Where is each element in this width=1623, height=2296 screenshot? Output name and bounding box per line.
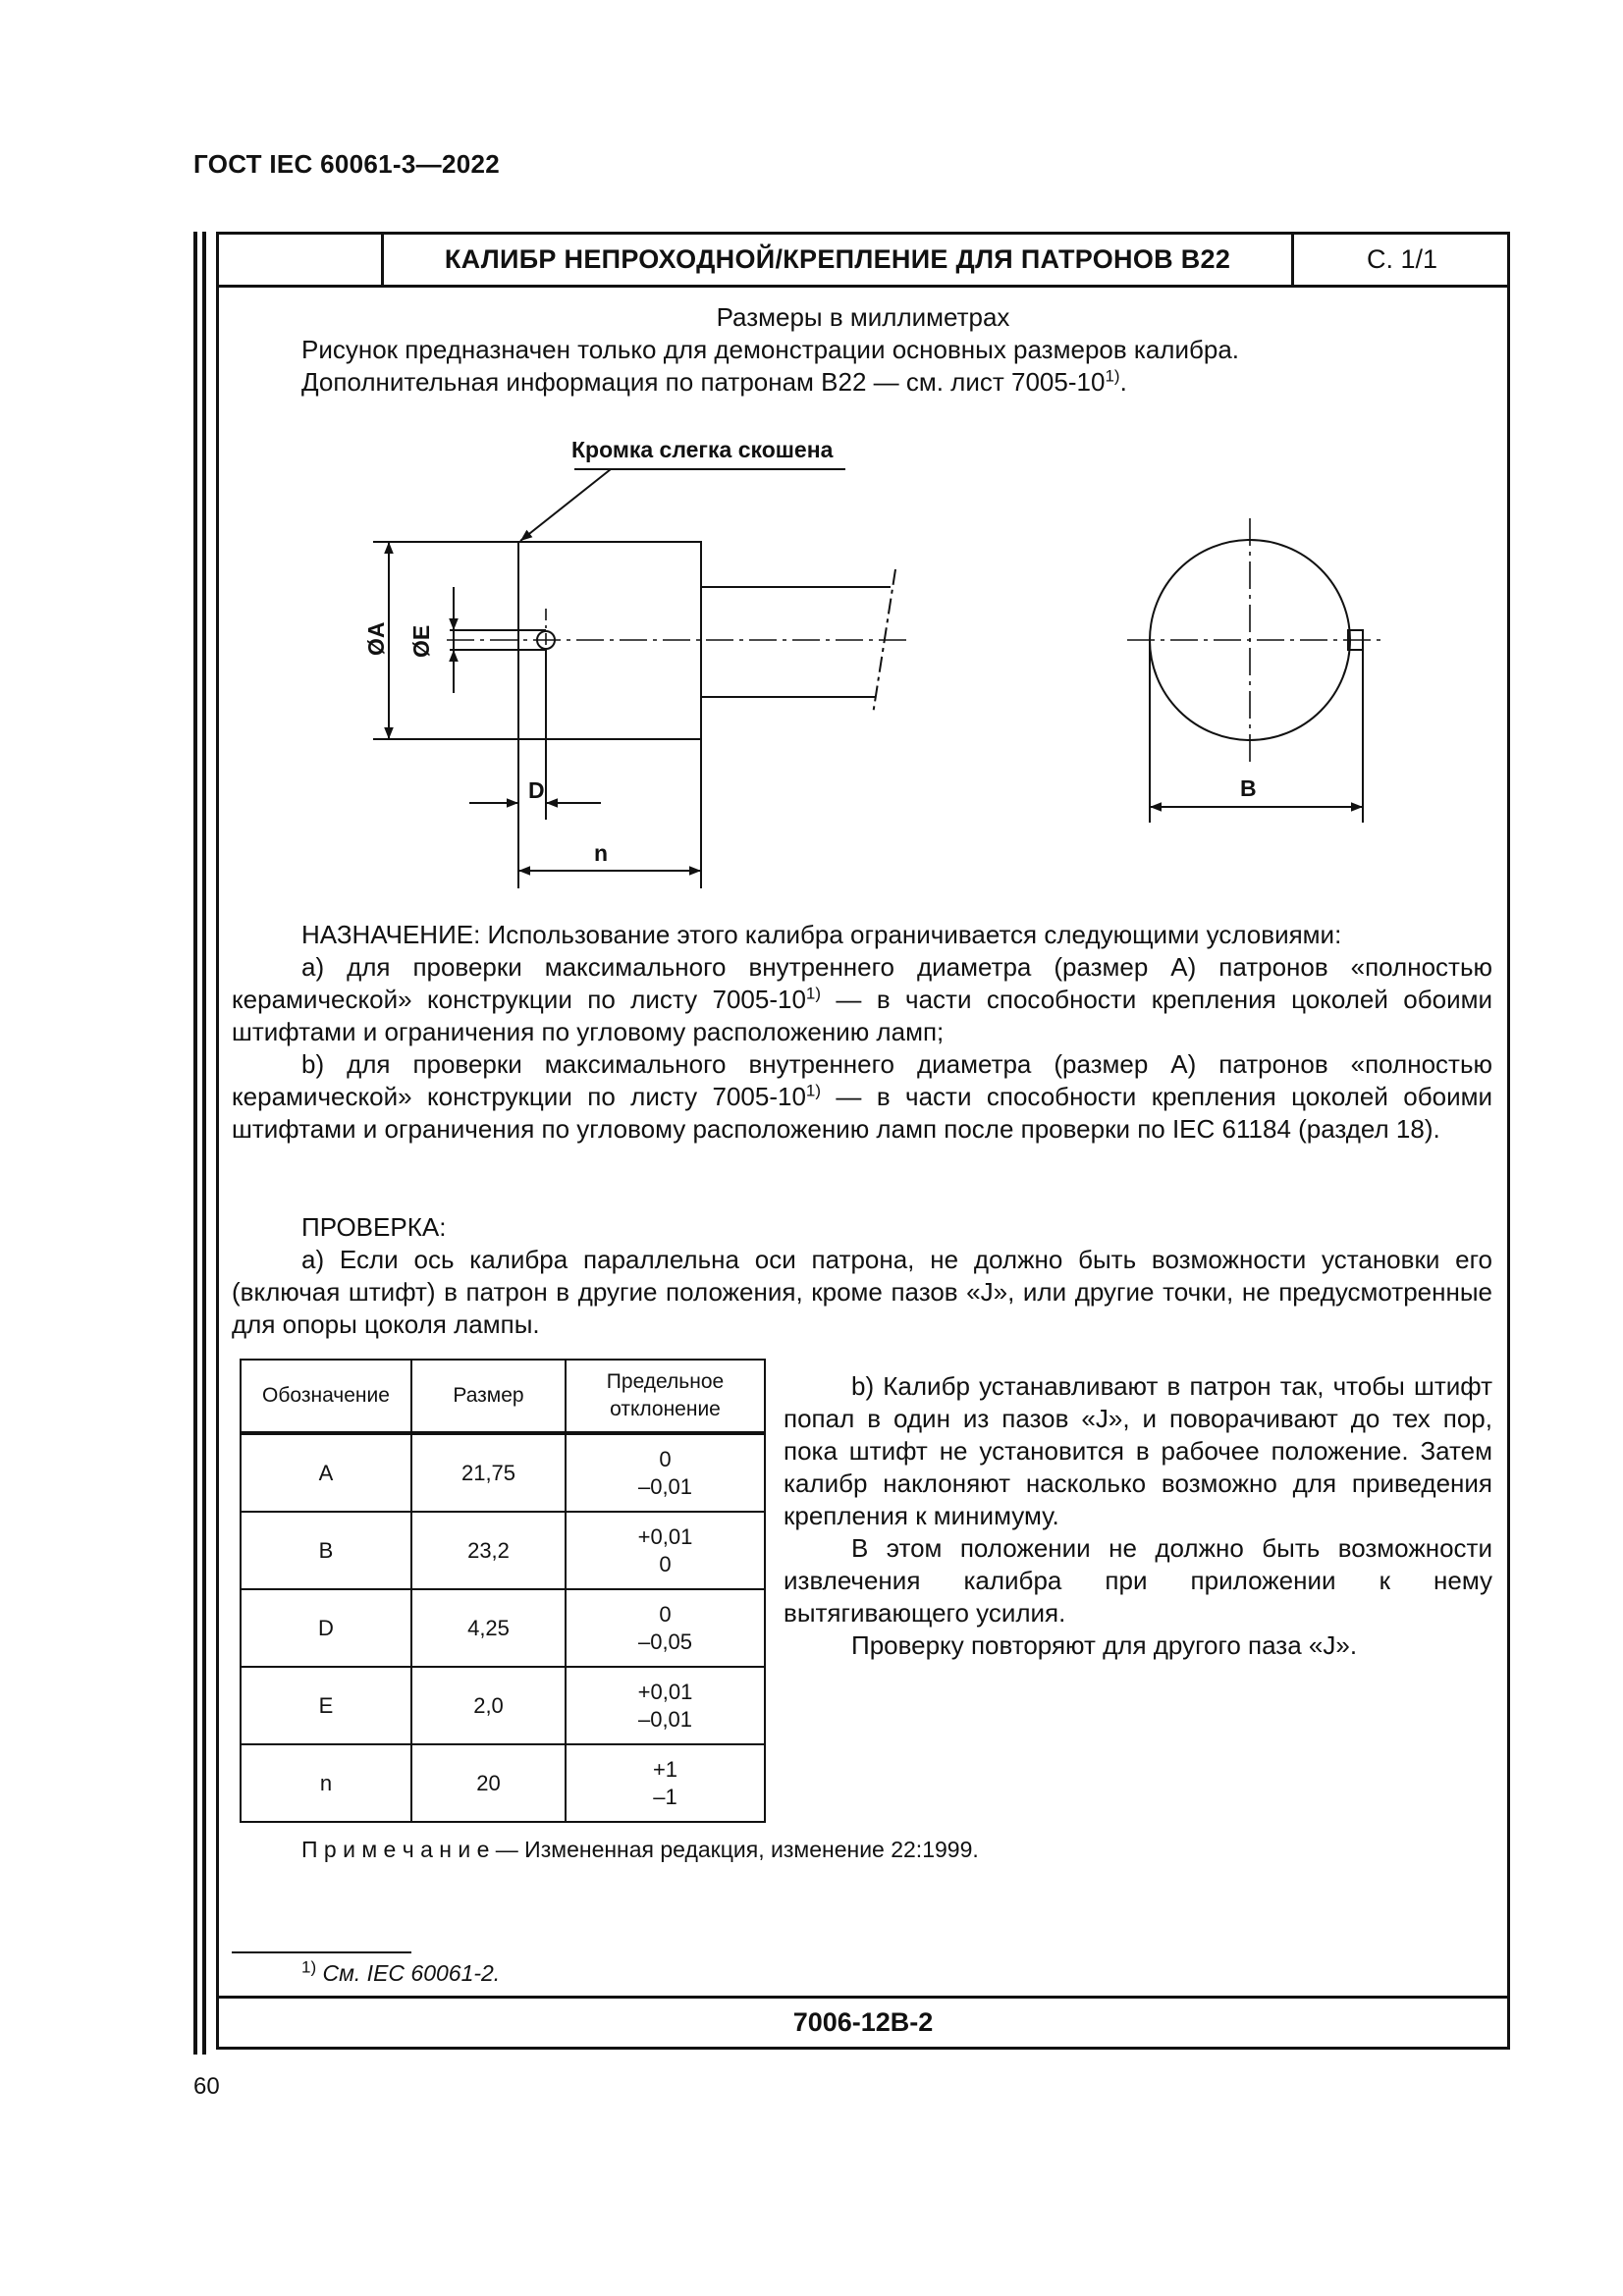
tol-lower: –0,05 [637, 1629, 693, 1654]
tol-lower: –0,01 [637, 1473, 693, 1499]
check-item-b: b) Калибр устанавливают в патрон так, чтобы штифт попал в один из пазов «J», и поворачивают до тех пор, пока штифт не установится в рабочее положение. Затем калибр наклоняют насколько возможно для приведения крепления к минимуму. [784, 1371, 1492, 1530]
footnote-ref: 1) [805, 1081, 822, 1100]
cell-size: 2,0 [411, 1667, 566, 1744]
footnote [301, 1957, 501, 1987]
sheet-page: С. 1/1 [1366, 244, 1438, 274]
table-header-row [241, 1360, 765, 1433]
tol-upper: 0 [659, 1446, 672, 1471]
cell-symbol: D [241, 1589, 411, 1667]
check-heading: ПРОВЕРКА: [301, 1212, 447, 1242]
check-item-a: а) Если ось калибра параллельна оси патрона, не должно быть возможности установки его (включая штифт) в патрон в другие положения, кроме пазов «J», или другие точки, не предусмотренные для опоры цоколя лампы. [232, 1245, 1492, 1339]
cell-size: 23,2 [411, 1512, 566, 1589]
document-code: ГОСТ IEC 60061-3—2022 [193, 149, 500, 179]
cell-symbol: E [241, 1667, 411, 1744]
sheet-title: КАЛИБР НЕПРОХОДНОЙ/КРЕПЛЕНИЕ ДЛЯ ПАТРОНОВ B22 [381, 235, 1294, 285]
tol-lower: –1 [653, 1784, 677, 1809]
purpose-heading: НАЗНАЧЕНИЕ: Использование этого калибра ограничивается следующими условиями: [301, 920, 1342, 949]
gauge-drawing [0, 0, 1623, 903]
page-number: 60 [193, 2073, 220, 2100]
label-D: D [528, 777, 545, 803]
table-row [241, 1589, 765, 1667]
tol-lower: –0,01 [637, 1706, 693, 1732]
cell-tolerance [566, 1512, 765, 1589]
tol-upper: 0 [659, 1601, 672, 1627]
footnote-mark: 1) [301, 1957, 317, 1977]
label-A: ØA [363, 621, 389, 656]
dimensions-table [240, 1359, 766, 1823]
cell-tolerance [566, 1433, 765, 1512]
col-symbol-header: Обозначение [241, 1360, 411, 1433]
col-tolerance-header: Предельное отклонение [566, 1360, 765, 1433]
footnote-ref: 1) [1105, 366, 1120, 386]
table-row [241, 1512, 765, 1589]
check-item-d: Проверку повторяют для другого паза «J». [851, 1630, 1358, 1660]
label-B: B [1240, 775, 1257, 801]
break-line [873, 569, 895, 715]
purpose-b-text-2: — в части способности крепления цоколей обоими штифтами и ограничения по угловому расположению ламп после проверки по IEC 61184 (раздел 18). [232, 1082, 1493, 1144]
cell-size: 4,25 [411, 1589, 566, 1667]
col-size-header: Размер [411, 1360, 566, 1433]
cell-tolerance [566, 1589, 765, 1667]
intro-line-2-end: . [1119, 367, 1127, 397]
footnote-divider [232, 1951, 411, 1953]
purpose-item-b [232, 1048, 1492, 1146]
cell-symbol: n [241, 1744, 411, 1822]
callout-text: Кромка слегка скошена [571, 437, 834, 462]
intro-line-1: Рисунок предназначен только для демонстрации основных размеров калибра. [301, 335, 1240, 364]
callout-leader [520, 469, 611, 541]
tol-upper: +0,01 [637, 1679, 693, 1704]
revision-note: П р и м е ч а н и е — Измененная редакция, изменение 22:1999. [301, 1837, 979, 1862]
intro-line-2-text: Дополнительная информация по патронам В22 — см. лист 7005-10 [301, 367, 1106, 397]
sheet-number: 7006-12В-2 [219, 1996, 1507, 2047]
cell-tolerance [566, 1744, 765, 1822]
purpose-a-text: а) для проверки максимального внутреннего диаметра (размер А) патронов «полностью керамической» конструкции по листу 7005-10 [232, 952, 1492, 1014]
footnote-text: См. IEC 60061-2. [316, 1960, 501, 1986]
tol-upper: +1 [652, 1756, 678, 1782]
label-n: n [594, 840, 609, 866]
purpose-item-a [232, 951, 1492, 1048]
cell-size: 20 [411, 1744, 566, 1822]
purpose-b-text: b) для проверки максимального внутреннего диаметра (размер А) патронов «полностью керамической» конструкции по листу 7005-10 [232, 1049, 1492, 1111]
purpose-a-text-2: — в части способности крепления цоколей обоими штифтами и ограничения по угловому расположению ламп; [232, 985, 1493, 1046]
check-item-c: В этом положении не должно быть возможности извлечения калибра при приложении к нему вытягивающего усилия. [784, 1533, 1492, 1628]
table-row [241, 1667, 765, 1744]
footnote-ref: 1) [805, 984, 822, 1003]
label-E: ØE [408, 624, 434, 658]
cell-symbol: A [241, 1433, 411, 1512]
table-row [241, 1744, 765, 1822]
table-row [241, 1433, 765, 1512]
cell-tolerance [566, 1667, 765, 1744]
tol-upper: +0,01 [637, 1523, 693, 1549]
units-note: Размеры в миллиметрах [716, 302, 1010, 332]
cell-size: 21,75 [411, 1433, 566, 1512]
tol-lower: 0 [659, 1551, 672, 1576]
cell-symbol: B [241, 1512, 411, 1589]
